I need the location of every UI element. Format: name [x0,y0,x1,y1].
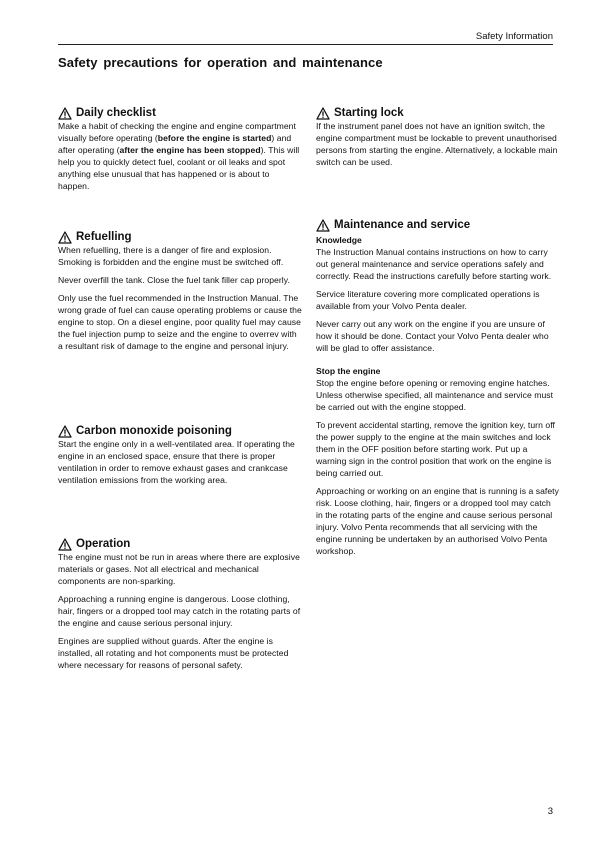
body-paragraph [316,288,560,312]
body-paragraph [58,438,302,486]
text-run: The Instruction Manual contains instructions on how to carry out general maintenance and service operations safely and correctly. Read the instructions carefully before starting work. [316,247,552,281]
body-paragraph [316,419,560,479]
body-paragraph [316,246,560,282]
body-paragraph [58,635,302,671]
left-column [58,106,302,806]
text-run: Only use the fuel recommended in the Instruction Manual. The wrong grade of fuel can cause operating problems or cause the engine to stop. On a diesel engine, poor quality fuel may cause the fuel injection pump to seize and the engine to overrev with a resultant risk of damage to the engine and personal injury. [58,293,302,351]
warning-triangle-icon [316,219,330,232]
body-paragraph [316,377,560,413]
text-run: Never carry out any work on the engine if you are unsure of how it should be done. Contact your Volvo Penta dealer who will be glad to offer assistance. [316,319,549,353]
section-heading [58,424,302,438]
section-maintenance [316,218,560,557]
text-run: Make a habit of checking the engine and engine compartment visually before operating ( [58,121,296,143]
section-heading [58,106,302,120]
body-paragraph [58,274,302,286]
body-paragraph [316,318,560,354]
warning-triangle-icon [58,538,72,551]
section-heading [58,537,302,551]
warning-triangle-icon [58,231,72,244]
text-run: If the instrument panel does not have an ignition switch, the engine compartment must be lockable to prevent unauthorised persons from starting the engine. Alternatively, a lockable main switch can be used. [316,121,558,167]
body-paragraph [58,551,302,587]
emphasis-text: before the engine is started [157,133,272,143]
text-run: Service literature covering more complicated operations is available from your Volvo Penta dealer. [316,289,540,311]
text-run: Never overfill the tank. Close the fuel tank filler cap properly. [58,275,290,285]
page-title: Safety precautions for operation and maintenance [58,55,383,70]
section-heading [316,218,560,232]
text-run: Engines are supplied without guards. After the engine is installed, all rotating and hot components must be protected where necessary for reasons of personal safety. [58,636,289,670]
section-heading-text: Refuelling [76,231,132,243]
section-heading-text: Carbon monoxide poisoning [76,425,232,437]
body-paragraph [316,485,560,557]
page-number: 3 [547,806,553,817]
section-heading [58,230,302,244]
header-rule [58,44,553,45]
section-heading-text: Daily checklist [76,107,156,119]
text-run: To prevent accidental starting, remove the ignition key, turn off the power supply to the engine at the main switches and lock them in the OFF position before starting work. Put up a warning sign in the control position that work on the engine is being carried out. [316,420,555,478]
section-carbon-monoxide [58,424,302,486]
text-run: When refuelling, there is a danger of fire and explosion. Smoking is forbidden and the engine must be switched off. [58,245,284,267]
section-heading-text: Starting lock [334,107,404,119]
section-heading-text: Operation [76,538,131,550]
text-run: Approaching a running engine is dangerous. Loose clothing, hair, fingers or a dropped tool may catch in the rotating parts of the engine and cause serious personal injury. [58,594,301,628]
section-daily-checklist [58,106,302,192]
text-run: The engine must not be run in areas where there are explosive materials or gases. Not all electrical and mechanical components are non-sparking. [58,552,300,586]
body-paragraph [58,120,302,192]
text-run: Start the engine only in a well-ventilated area. If operating the engine in an enclosed space, ensure that there is proper ventilation in order to remove exhaust gases and crankcase ventilation emissions from the working area. [58,439,295,485]
subheading-knowledge: Knowledge [316,235,362,245]
body-paragraph [58,292,302,352]
right-column [316,106,560,806]
body-paragraph [58,593,302,629]
text-run: ). This will help you to quickly detect fuel, coolant or oil leaks and spot anything else unusual that has happened or is about to happen. [58,145,300,191]
warning-triangle-icon [58,425,72,438]
header-section-label: Safety Information [475,31,553,42]
section-heading [316,106,560,120]
body-paragraph [316,120,560,168]
warning-triangle-icon [58,107,72,120]
section-operation [58,537,302,671]
warning-triangle-icon [316,107,330,120]
section-heading-text: Maintenance and service [334,219,471,231]
section-refuelling [58,230,302,352]
text-run: ) and after operating ( [58,133,292,155]
subheading-stop-engine: Stop the engine [316,366,381,376]
text-run: Approaching or working on an engine that is running is a safety risk. Loose clothing, hair, fingers or a dropped tool may catch in the rotating parts of the engine and cause serious personal injury. Volvo Penta recommends that all servicing with the engine running be undertaken by an authorised Volvo Penta workshop. [316,486,559,556]
emphasis-text: after the engine has been stopped [119,145,261,155]
section-starting-lock [316,106,560,168]
text-run: Stop the engine before opening or removing engine hatches. Unless otherwise specified, all maintenance and service must be carried out with the engine stopped. [316,378,554,412]
body-paragraph [58,244,302,268]
